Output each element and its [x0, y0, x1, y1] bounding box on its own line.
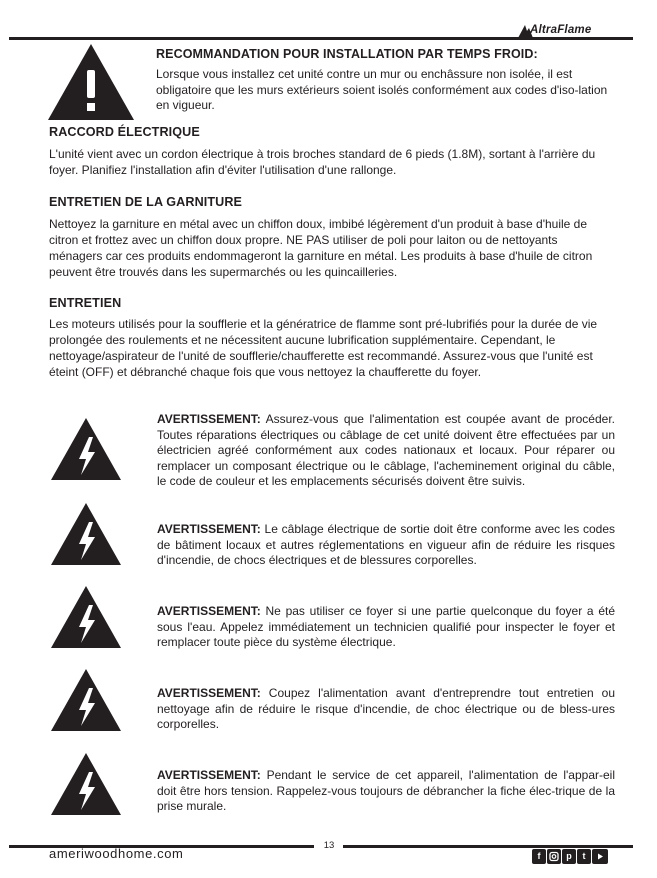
section-body-electrical: L'unité vient avec un cordon électrique à trois broches standard de 6 pieds (1.8M), sortant à l'arrière du foyer. Planifiez l'installation afin d'éviter l'utilisation d'une rallonge. — [49, 147, 596, 177]
warning-label: AVERTISSEMENT: — [157, 686, 261, 700]
warning-label: AVERTISSEMENT: — [157, 522, 261, 536]
electric-hazard-icon — [50, 502, 122, 566]
section-heading-electrical: RACCORD ÉLECTRIQUE — [49, 125, 200, 139]
caution-warning-icon — [46, 42, 136, 122]
section-heading-maintenance: ENTRETIEN — [49, 296, 122, 310]
warning-1 — [157, 412, 615, 490]
warning-3 — [157, 604, 615, 651]
pinterest-icon[interactable]: p — [562, 849, 576, 864]
electric-hazard-icon — [50, 585, 122, 649]
warning-text: Ne pas utiliser ce foyer si une partie quelconque du foyer a été sous l'eau. Appelez immédiatement un technicien qualifié pour inspecter le foyer et remplacer toute pièce du système électrique. — [157, 604, 615, 650]
cold-weather-title: RECOMMANDATION POUR INSTALLATION PAR TEMPS FROID: — [156, 47, 538, 61]
warning-4 — [157, 686, 615, 733]
brand-logo — [516, 23, 624, 41]
warning-text: Assurez-vous que l'alimentation est coupée avant de procéder. Toutes réparations électriques ou câblage de cet unité doivent être effectuées par un électricien agréé conformément aux codes nationaux et locaux. Pour réparer ou remplacer un composant électrique ou le câblage, l'acheminement original du câble, le code de couleur et les emplacements sécurisés doivent être suivis. — [157, 412, 615, 489]
footer-rule-right — [343, 845, 633, 848]
footer-website-link[interactable]: ameriwoodhome.com — [49, 846, 184, 861]
twitter-icon[interactable]: t — [577, 849, 591, 864]
section-body-trim: Nettoyez la garniture en métal avec un chiffon doux, imbibé légèrement d'un produit à base d'huile de citron et frottez avec un chiffon doux propre. NE PAS utiliser de poli pour laiton ou de nettoyants ménagers car ces produits endommageront la garniture en métal. Les produits à base d'huile de citron peuvent être trouvés dans les supermarchés ou les quincailleries. — [49, 217, 593, 279]
page-number: 13 — [323, 840, 335, 851]
instagram-icon[interactable] — [547, 849, 561, 864]
warning-2 — [157, 522, 615, 569]
warning-5 — [157, 768, 615, 815]
warning-label: AVERTISSEMENT: — [157, 412, 261, 426]
youtube-icon[interactable] — [592, 849, 608, 864]
electric-hazard-icon — [50, 668, 122, 732]
brand-name: AltraFlame — [530, 24, 592, 36]
warning-text: Le câblage électrique de sortie doit être conforme avec les codes de bâtiment locaux et autres réglementations en vigueur afin de réduire les risques d'incendie, de chocs électriques et de blessures corporelles. — [157, 522, 615, 568]
electric-hazard-icon — [50, 752, 122, 816]
warning-label: AVERTISSEMENT: — [157, 604, 261, 618]
electric-hazard-icon — [50, 417, 122, 481]
warning-label: AVERTISSEMENT: — [157, 768, 261, 782]
section-heading-trim: ENTRETIEN DE LA GARNITURE — [49, 195, 243, 209]
cold-weather-body: Lorsque vous installez cet unité contre un mur ou enchâssure non isolée, il est obligatoire que les murs extérieurs soient isolés conformément aux codes d'iso-lation en vigueur. — [156, 67, 608, 113]
warning-text: Coupez l'alimentation avant d'entreprendre tout entretien ou nettoyage afin de réduire le risque d'incendie, de choc électrique ou de bless-ures corporelles. — [157, 686, 615, 732]
warning-text: Pendant le service de cet appareil, l'alimentation de l'appar-eil doit être hors tension. Rappelez-vous toujours de débrancher la fiche élec-trique de la prise murale. — [157, 768, 615, 814]
facebook-icon[interactable]: f — [532, 849, 546, 864]
section-body-maintenance: Les moteurs utilisés pour la soufflerie et la génératrice de flamme sont pré-lubrifiés pour la durée de vie prolongée des roulements et ne nécessitent aucune lubrification supplémentaire. Cependant, le nettoyage/aspirateur de l'unité de soufflerie/chaufferette est recommandé. Assurez-vous que l'unité est éteint (OFF) et débranché chaque fois que vous nettoyez la chaufferette du foyer. — [49, 317, 598, 379]
